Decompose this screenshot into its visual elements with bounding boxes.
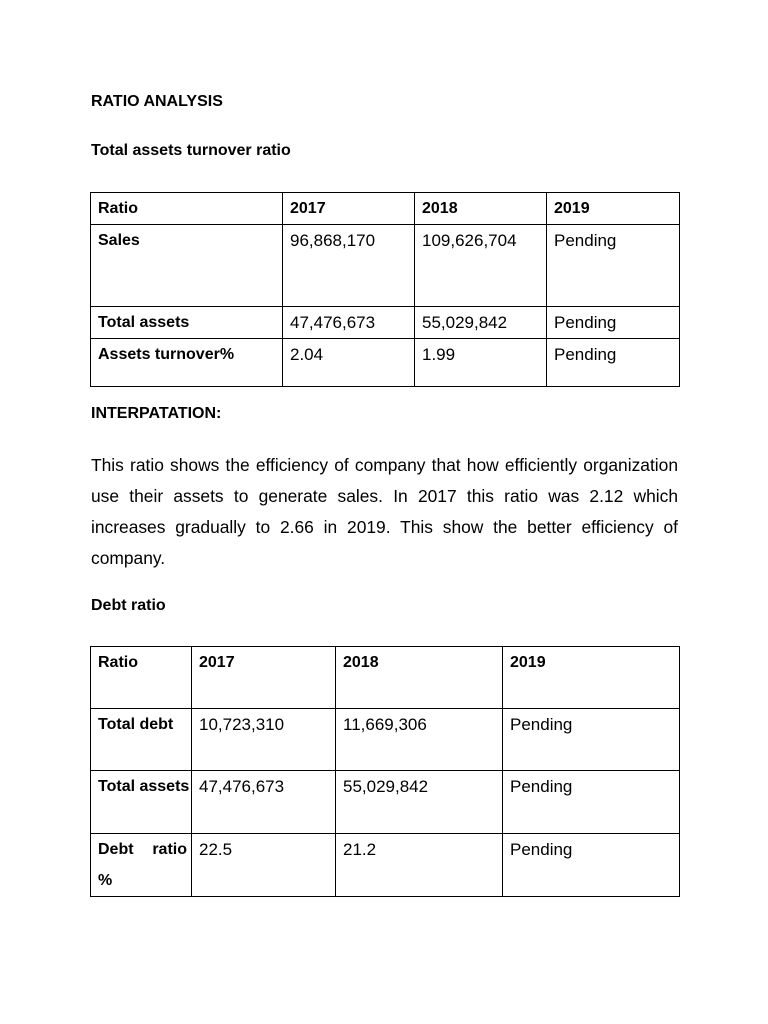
- header-cell: 2017: [192, 647, 336, 709]
- header-cell: 2018: [336, 647, 503, 709]
- document-title: RATIO ANALYSIS: [91, 93, 223, 110]
- row-label: Sales: [91, 225, 283, 307]
- table-cell: 22.5: [192, 834, 336, 897]
- table-header-row: [91, 193, 680, 225]
- table-cell: Pending: [547, 225, 680, 307]
- row-label: Debt ratio %: [91, 834, 192, 897]
- table-cell: 47,476,673: [192, 771, 336, 834]
- table-cell: 96,868,170: [283, 225, 415, 307]
- header-cell: Ratio: [91, 647, 192, 709]
- table-row: [91, 225, 680, 307]
- header-cell: 2018: [415, 193, 547, 225]
- section-heading-debt-ratio: Debt ratio: [91, 597, 166, 614]
- table-cell: Pending: [547, 307, 680, 339]
- debt-ratio-table: [90, 646, 680, 897]
- table-cell: 21.2: [336, 834, 503, 897]
- table-cell: 2.04: [283, 339, 415, 387]
- header-cell: Ratio: [91, 193, 283, 225]
- table-cell: Pending: [503, 709, 680, 771]
- header-cell: 2019: [503, 647, 680, 709]
- table-cell: 11,669,306: [336, 709, 503, 771]
- table-cell: Pending: [503, 771, 680, 834]
- section-heading-assets-turnover: Total assets turnover ratio: [91, 142, 291, 159]
- table-row: [91, 339, 680, 387]
- table-cell: 55,029,842: [336, 771, 503, 834]
- table-row: [91, 709, 680, 771]
- row-label: Total assets: [91, 771, 192, 834]
- table-cell: 109,626,704: [415, 225, 547, 307]
- row-label: Total debt: [91, 709, 192, 771]
- table-cell: 47,476,673: [283, 307, 415, 339]
- table-cell: Pending: [503, 834, 680, 897]
- table-row: [91, 834, 680, 897]
- header-cell: 2017: [283, 193, 415, 225]
- table-cell: Pending: [547, 339, 680, 387]
- row-label: Assets turnover%: [91, 339, 283, 387]
- assets-turnover-table: [90, 192, 680, 387]
- interpretation-heading: INTERPATATION:: [91, 405, 222, 422]
- table-cell: 55,029,842: [415, 307, 547, 339]
- table-row: [91, 771, 680, 834]
- interpretation-paragraph: This ratio shows the efficiency of company that how efficiently organization use their assets to generate sales. In 2017 this ratio was 2.12 which increases gradually to 2.66 in 2019. This show the better efficiency of company.: [91, 455, 678, 568]
- table-cell: 1.99: [415, 339, 547, 387]
- table-header-row: [91, 647, 680, 709]
- header-cell: 2019: [547, 193, 680, 225]
- row-label: Total assets: [91, 307, 283, 339]
- table-row: [91, 307, 680, 339]
- table-cell: 10,723,310: [192, 709, 336, 771]
